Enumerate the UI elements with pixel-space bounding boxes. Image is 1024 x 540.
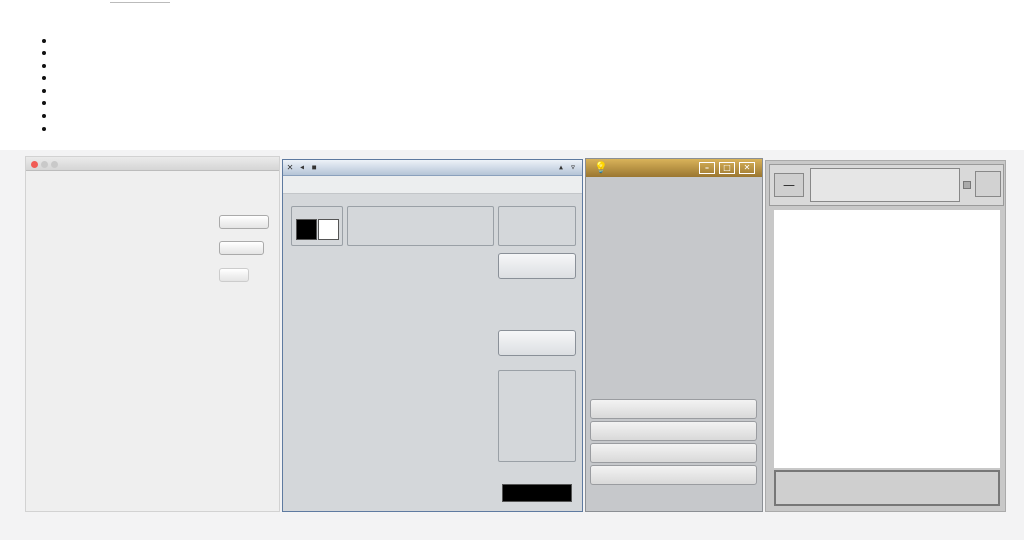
new-game-button[interactable] xyxy=(219,215,269,229)
question-text xyxy=(0,0,1024,150)
zoom-icon[interactable] xyxy=(51,161,58,168)
mastormind-window xyxy=(585,158,763,512)
mastermind-window-mac xyxy=(25,156,280,512)
key-black-swatch xyxy=(296,219,317,240)
window-title xyxy=(810,168,960,202)
code-breaker-window xyxy=(282,159,583,512)
list-item xyxy=(40,59,56,72)
mastermind-window-classic xyxy=(765,160,1006,512)
game-board xyxy=(774,210,1000,468)
guess-button[interactable] xyxy=(219,268,249,282)
bulb-icon: 💡 xyxy=(594,161,608,174)
title-bar xyxy=(769,164,1004,206)
submit-guess-button[interactable] xyxy=(590,399,757,419)
close-icon[interactable] xyxy=(31,161,38,168)
list-item xyxy=(40,72,56,85)
list-item xyxy=(40,84,56,97)
crack-code-group xyxy=(347,206,494,246)
menu-icon[interactable]: — xyxy=(774,173,804,197)
list-item xyxy=(40,34,56,47)
attachment-link xyxy=(110,0,170,3)
list-item[interactable] xyxy=(40,110,56,123)
minimize-icon[interactable]: – xyxy=(699,162,715,174)
title-bar xyxy=(283,160,582,176)
title-bar xyxy=(586,159,762,177)
menu-bar xyxy=(283,176,582,194)
window-controls-icon[interactable]: ▴ ▿ xyxy=(557,162,576,173)
new-game-button[interactable] xyxy=(498,253,576,279)
go-again-button[interactable] xyxy=(774,470,1000,506)
unpeek-button[interactable] xyxy=(219,241,264,255)
timer-group xyxy=(498,206,576,246)
about-button[interactable] xyxy=(590,465,757,485)
list-item xyxy=(40,97,56,110)
list-item xyxy=(40,122,56,135)
list-item xyxy=(40,47,56,60)
window-menu-icon[interactable]: ✕ ◂ ▪ xyxy=(287,162,318,173)
key-group xyxy=(291,206,343,246)
maximize-icon[interactable] xyxy=(975,171,1001,197)
guess-button[interactable] xyxy=(498,330,576,356)
dropdown-icon[interactable] xyxy=(963,181,971,189)
maximize-icon[interactable]: □ xyxy=(719,162,735,174)
requirements-list xyxy=(40,34,56,135)
colors-group xyxy=(498,370,576,462)
options-button[interactable] xyxy=(590,421,757,441)
key-white-swatch xyxy=(318,219,339,240)
close-icon[interactable]: ✕ xyxy=(739,162,755,174)
selected-color-swatch xyxy=(502,484,572,502)
title-bar xyxy=(26,157,279,171)
minimize-icon[interactable] xyxy=(41,161,48,168)
autosolve-button[interactable] xyxy=(590,443,757,463)
